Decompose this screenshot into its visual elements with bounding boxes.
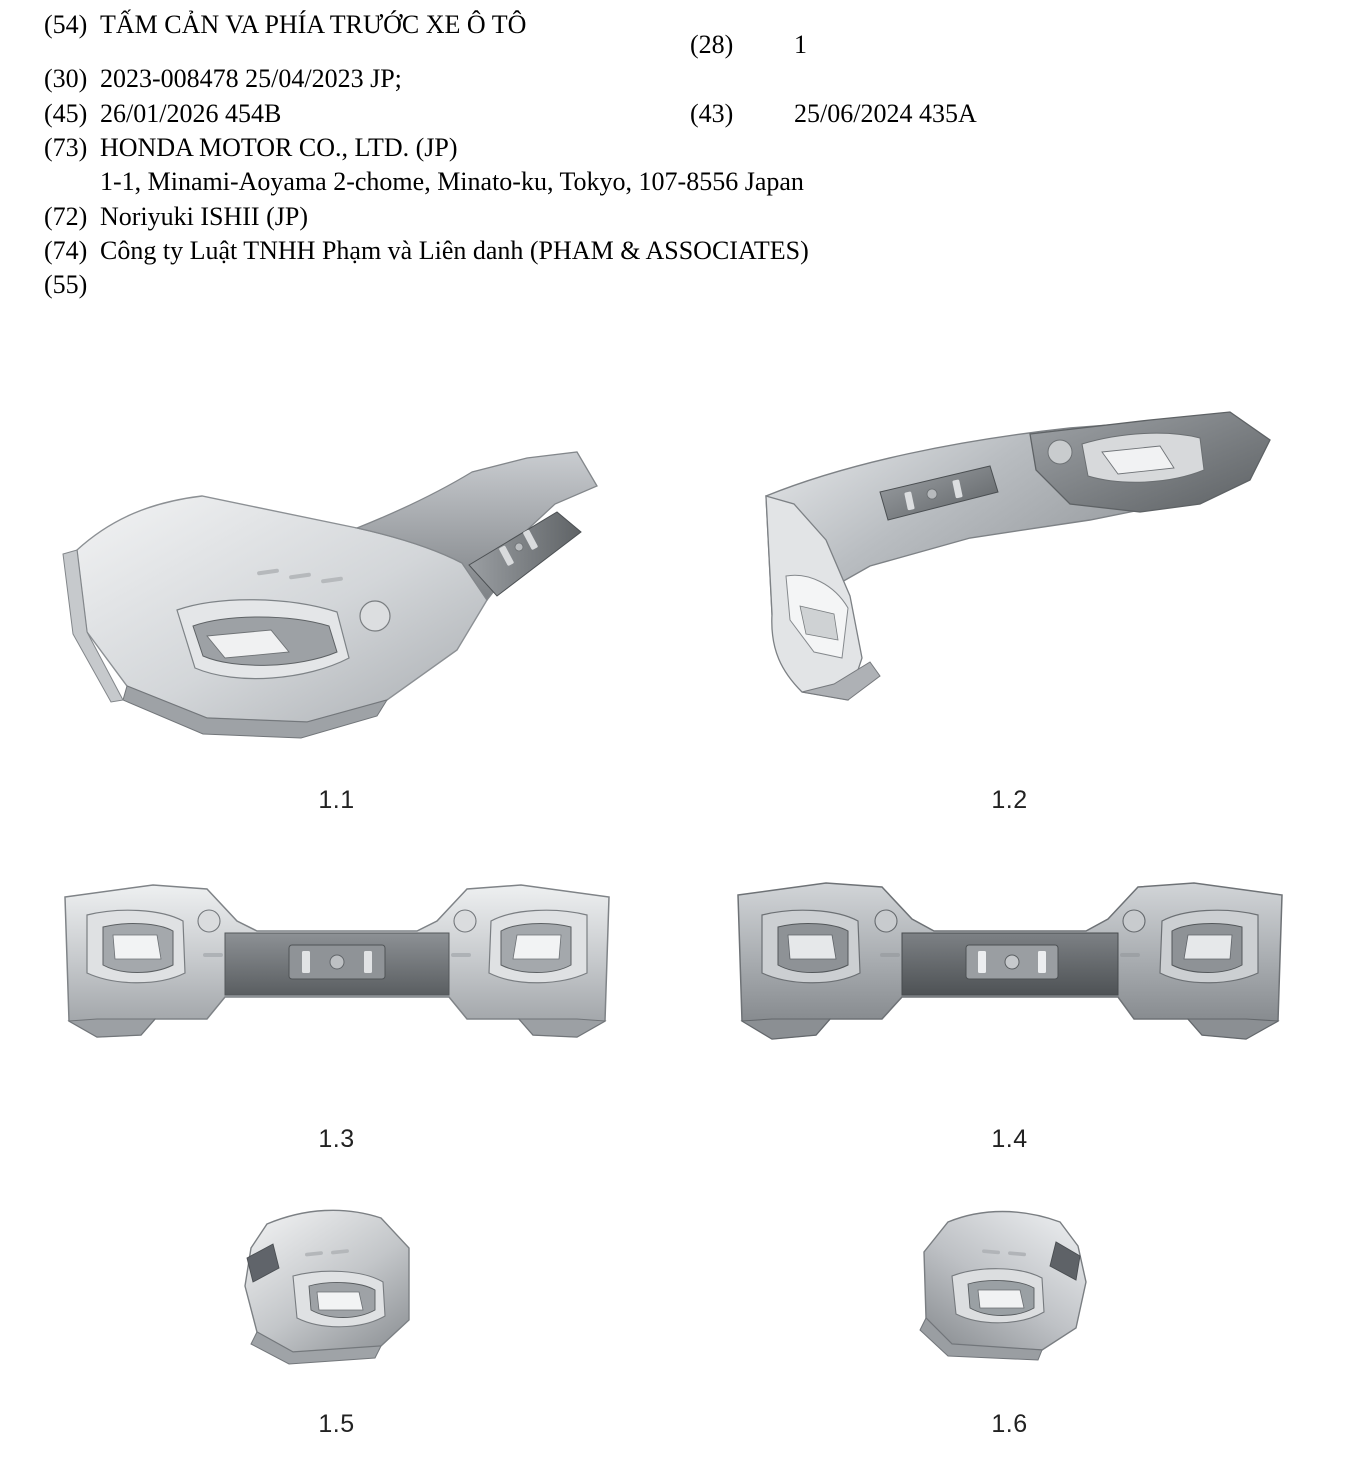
field-74 [0,234,1180,268]
field-55 [0,268,690,302]
figure-1-1 [0,400,673,815]
figure-caption: 1.2 [991,786,1028,814]
field-row-30 [0,62,1346,96]
applicant-name: HONDA MOTOR CO., LTD. (JP) [100,132,458,162]
figures-block [0,400,1346,1439]
field-row-applicant-address [0,165,1346,199]
figure-1-4 [673,869,1346,1154]
figure-caption: 1.4 [991,1125,1028,1153]
field-code-45: (45) [44,98,88,128]
figure-caption: 1.6 [991,1410,1028,1438]
bumper-front-elevation-art [57,869,617,1099]
figure-caption: 1.1 [318,786,355,814]
figure-caption: 1.3 [318,1125,355,1153]
bumper-rear-left-perspective-art [730,400,1290,780]
figure-caption: 1.5 [318,1410,355,1438]
design-title: TẤM CẢN VA PHÍA TRƯỚC XE Ô TÔ [100,10,527,39]
figure-row-3 [0,1200,1346,1439]
bumper-front-left-perspective-art [57,400,617,780]
bumper-rear-elevation-art [730,869,1290,1099]
field-row-73 [0,131,1346,165]
representative-name: Công ty Luật TNHH Phạm và Liên danh (PHAM & ASSOCIATES) [100,235,809,265]
field-43 [690,97,1346,131]
field-code-54: (54) [44,10,88,39]
figure-1-6 [673,1200,1346,1439]
bumper-right-side-perspective-art [730,1200,1290,1380]
field-code-73: (73) [44,132,88,162]
field-code-28: (28) [690,30,734,59]
bumper-left-side-perspective-art [57,1200,617,1380]
field-row-45 [0,97,1346,131]
field-code-55: (55) [44,270,88,300]
field-45 [0,97,690,131]
field-28 [690,8,1346,62]
field-code-43: (43) [690,98,734,128]
field-code-74: (74) [44,235,88,265]
design-count: 1 [794,30,807,59]
field-row-55 [0,268,1346,302]
figure-row-2 [0,869,1346,1154]
field-row-74 [0,234,1346,268]
field-row-54 [0,8,1346,62]
figure-1-3 [0,869,673,1154]
applicant-address: 1-1, Minami-Aoyama 2-chome, Minato-ku, Tokyo, 107-8556 Japan [100,167,804,197]
figure-1-5 [0,1200,673,1439]
field-row-72 [0,200,1346,234]
figure-1-2 [673,400,1346,815]
designer-name: Noriyuki ISHII (JP) [100,201,308,231]
priority-data: 2023-008478 25/04/2023 JP; [100,64,402,94]
filing-data: 25/06/2024 435A [794,98,977,128]
field-30 [0,62,690,96]
field-code-72: (72) [44,201,88,231]
field-73 [0,131,690,165]
field-code-30: (30) [44,64,88,94]
publication-data: 26/01/2026 454B [100,98,282,128]
figure-row-1 [0,400,1346,815]
field-54 [0,8,690,42]
bibliographic-block [0,0,1346,303]
field-72 [0,200,690,234]
